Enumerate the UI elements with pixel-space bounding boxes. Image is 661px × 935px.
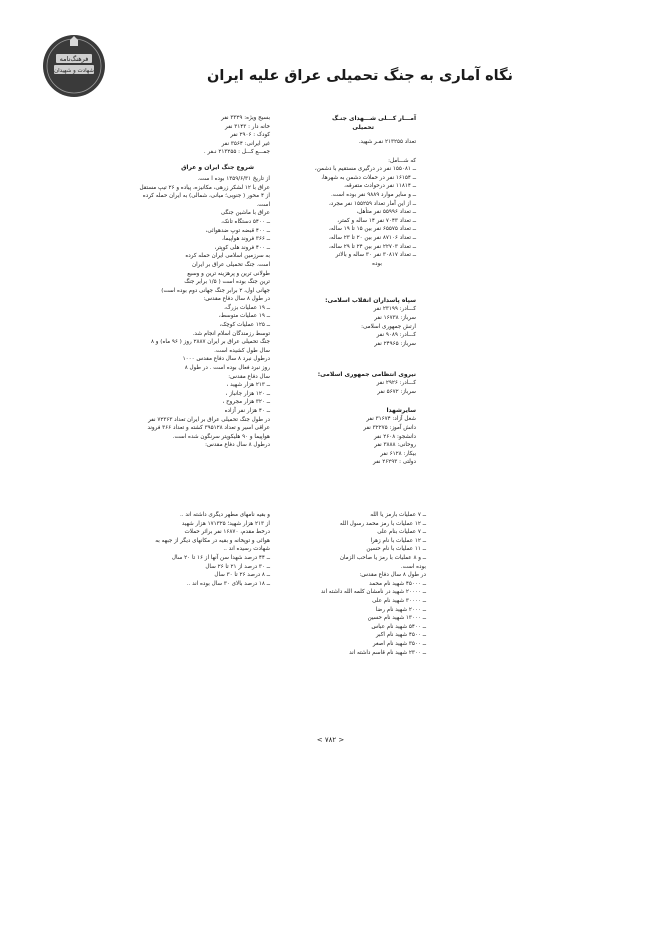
stat-line: بوده	[372, 260, 382, 267]
stat-line: کـــادر: ۹۰۸۹ نفر	[376, 332, 416, 339]
stat-line: درخط مقدم، ۱۶۸۷۰ نفر براثر حملات	[184, 529, 270, 536]
stat-line: ــ ۱۹ عملیات بزرگ،	[224, 304, 270, 311]
stat-line: شهادت رسیده اند ..	[223, 546, 270, 553]
stat-line: ــ ۳۶۶ فروند هواپیما،	[222, 236, 270, 243]
stat-line: از تاریخ ۱۳۵۹/۶/۳۱ بوده ا ست.	[197, 175, 270, 182]
stat-line: در طول ۸ سال دفاع مقدس:	[203, 296, 270, 303]
stat-line: به سرزمین اسلامی ایران حمله کرده	[185, 253, 270, 260]
others-heading: سایرشهدا	[386, 407, 416, 415]
stat-line: ترین جنگ بوده است ( ۱/۵ برابر جنگ	[184, 279, 270, 286]
total-martyrs-heading-1: آمـــار کـــلی شـــهدای جنـگ	[331, 115, 416, 122]
total-martyrs-count: تعداد ۲۱۳۲۵۵ نفـر شهید.	[358, 139, 416, 145]
stat-line: روز نبرد فعال بوده است . در طول ۸	[184, 365, 270, 372]
stat-line: و بقیه نامهای مطهر دیگری داشته اند ..	[179, 512, 270, 518]
stat-line: بسیج ویژه: ۳۳۲۹ نفر	[221, 115, 270, 121]
stat-line: سال دفاع مقدس:	[228, 373, 270, 380]
stat-line: در طول ۸ سال دفاع مقدس:	[359, 572, 426, 579]
stat-line: بوده است.	[400, 563, 426, 570]
stat-line: ــ ۴۰ هزار نفر آزاده	[224, 408, 270, 414]
stat-line: هوائی و توپخانه و بقیه در مکانهای دیگر از جبهه به	[155, 537, 270, 544]
stat-line: ــ ۱۱۸۱۴ نفر درحوادث متفرقه،	[344, 183, 416, 190]
stat-line: درطول نبرد ۸ سال دفاع مقدس ۱۰۰۰	[182, 356, 270, 363]
stat-line: در طول جنگ تحمیلی عراق بر ایران تعداد ۷۲۳۶۳ نفر	[148, 416, 270, 423]
police-heading: نیروی انتظامی جمهوری اسلامی:	[317, 371, 416, 379]
stat-line: ــ ۳۲۰ هزار مجروح ،	[222, 399, 270, 406]
stat-line: سرباز: ۲۴۹۶۵ نفر	[374, 340, 416, 347]
stat-line: ــ تعداد ۲۲۷۰۳ نفر بین ۲۴ تا ۲۹ ساله،	[329, 243, 416, 250]
stat-line: ــ ۲۱۳ هزار شهید ،	[226, 382, 270, 389]
right-top-column	[266, 114, 416, 467]
stat-line: ــ ۴۴ درصد شهدا سن آنها از ۱۶ تا ۲۰ سال	[171, 554, 270, 561]
stat-line: ــ ۷ عملیات بارمز یا الله	[370, 512, 426, 518]
stat-line: ــ ۱۶۱۵۴ نفر در حملات دشمن به شهرها،	[321, 174, 416, 181]
stat-line: ــ ۳۰۰۰۰ شهید نام علی	[372, 597, 426, 604]
stat-line: ــ تعداد ۸۷۱۰۶ نفر بین ۲۰ تا ۲۳ ساله،	[329, 234, 416, 241]
stat-line: سرباز: ۵۶۷۲ نفر	[377, 388, 416, 395]
stat-line: ــ ۴۰۰ قبضه توپ ضدهوائی،	[205, 227, 270, 234]
stat-line: ــ ۵۴۰۰ دستگاه تانک،	[221, 218, 270, 225]
stat-line: عراق با ماشین جنگی	[220, 210, 270, 217]
page-title: نگاه آماری به جنگ تحمیلی عراق علیه ایران	[206, 68, 513, 84]
stat-line: ــ ۱۳۰۰۰ شهید نام حسین	[367, 615, 426, 622]
stat-line: دانشجو: ۲۶۰۸ نفر	[373, 433, 416, 440]
stat-line: ــ ۵۴۰۰ شهید نام عباس	[371, 623, 426, 630]
stat-line: ــ ۱۸ درصد بالای ۳۰ سال بوده اند ..	[186, 580, 270, 587]
publication-logo	[42, 34, 106, 98]
stat-line: ــ ۲۰۰۰۰ شهید در نامشان کلمه الله داشته اند	[320, 589, 426, 596]
left-top-column	[130, 114, 270, 450]
stat-line: است.	[256, 201, 270, 208]
total-martyrs-heading-2: تحمیلی	[352, 124, 374, 131]
stat-line: سال طول کشیده است.	[214, 347, 270, 354]
stat-line: از ۴ محور ( جنوبی؛ میانی، شمالی) به ایران حمله کرده	[142, 193, 270, 200]
stat-line: طولانی ترین و پرهزینه ترین و وسیع	[187, 270, 270, 277]
stat-line: جمـــع کـــل : ۲۱۳۲۵۵ نـفر .	[203, 149, 270, 156]
stat-line: ــ ۳۰ درصد از ۲۱ تا ۲۶ سال	[205, 563, 270, 570]
stat-line: ــ از این آمار تعداد ۱۵۵۲۵۹ نفر مجرد،	[328, 200, 416, 207]
logo-text-line2: شهادت و شهیدان	[54, 68, 94, 74]
stat-line: ارتش جمهوری اسلامی:	[361, 323, 416, 330]
stat-line: روحانی: ۳۸۸۸ نفر	[374, 442, 416, 449]
stat-line: ــ ۸ درصد ۲۶ تا ۳۰ سال	[214, 572, 270, 579]
war-start-heading: شروع جنگ ایران و عراق	[181, 163, 254, 171]
stat-line: درطول ۸ سال دفاع مقدس:	[205, 442, 270, 449]
stat-line: خانه دار : ۳۱۴۳ نفر	[225, 123, 270, 130]
stat-line: بیکار: ۶۱۲۸ نفر	[380, 450, 416, 457]
stat-line: توسط رزمندگان اسلام انجام شد.	[192, 330, 270, 337]
stat-line: شغل آزاد: ۳۱۶۷۴ نفر	[366, 416, 416, 423]
right-bottom-column	[266, 511, 426, 657]
stat-line: ــ ۱۱ عملیات با نام حسین	[366, 546, 426, 553]
page-number: < ۷۸۲ >	[316, 736, 345, 744]
stat-line: کـــادر: ۲۳۱۹۹ نفر	[373, 306, 416, 313]
stat-line: ــ ۱۲ عملیات با رمز محمد رسول الله	[339, 520, 426, 527]
logo-badge-icon	[42, 34, 106, 98]
stat-line: دولتی : ۲۶۲۹۳ نفر	[373, 459, 416, 466]
stat-line: ــ ۳۵۰۰ شهید نام اصغر	[372, 640, 426, 647]
stat-line: عراقی اسیر و تعداد ۳۹۵۱۲۸ کشته و تعداد ۳۶۶ فروند	[147, 425, 270, 432]
stat-line: ــ ۷ عملیات بنام علی	[377, 529, 426, 536]
stat-line: ــ ۱۹ عملیات متوسط،	[218, 313, 270, 320]
stat-line: جهانی اول، ۲ برابر جنگ جهانی دوم بوده است)	[161, 287, 270, 294]
stat-line: کـــادر: ۲۹۲۶ نفر	[376, 380, 416, 387]
stat-line: دانش آموز: ۳۲۲۷۵ نفر	[363, 425, 416, 432]
stat-line: ــ و ۸ عملیات با رمز یا صاحب الزمان	[339, 554, 426, 561]
stat-line: ــ ۴۰۰ فروند هلی کوپتر،	[214, 244, 270, 251]
stat-line: ــ ۱۵۵۰۸۱ نفر در درگیری مستقیم با دشمن،	[314, 166, 416, 173]
stat-line: از ۲۱۳ هزار شهید؛ ۱۷۱۳۲۵ هزار شهید	[181, 520, 270, 527]
stat-line: ــ تعداد ۶۵۵۷۵ نفر بین ۱۵ تا ۱۹ ساله،	[329, 226, 416, 233]
stat-line: ــ ۲۰۰۰ شهید نام رضا	[375, 606, 426, 613]
stat-line: ــ ۴۵۰۰۰ شهید نام محمد	[369, 580, 426, 587]
stat-line: کودک : ۲۹۰۶ نفر	[230, 132, 270, 139]
stat-line: عراق با ۱۲ لشکر زرهی، مکانیزه، پیاده و ۲۶ تیپ مستقل	[139, 184, 270, 191]
stat-line: ــ ۱۲ عملیات با نام زهرا	[370, 537, 426, 544]
stat-line: ــ و سایر موارد ۹۸۸۹ نفر بوده است.	[331, 191, 416, 198]
stat-line: هواپیما و ۹۰ هلیکوپتر سرنگون شده است.	[172, 433, 270, 440]
stat-line: سرباز: ۱۶۷۳۸ نفر	[374, 314, 416, 321]
stat-line: ــ تعداد ۵۵۹۹۶ نفر متأهل،	[356, 209, 416, 216]
stat-line: جنگ تحمیلی عراق بر ایران ۲۸۸۷ روز ( ۹۶ ماه) و ۸	[150, 339, 270, 346]
stat-line: غیر ایرانی: ۳۵۶۴ نفر	[221, 140, 270, 147]
stat-line: است. جنگ تحمیلی عراق بر ایران	[192, 261, 270, 268]
stat-line: ــ ۴۵۰۰ شهید نام اکبر	[375, 632, 426, 639]
stat-line: ــ ۱۲۵ عملیات کوچک،	[219, 322, 270, 329]
stat-line: ــ ۲۳۰۰ شهید نام قاسم داشته اند	[349, 649, 426, 656]
stat-line: ــ تعداد ۳۰۸۱۷ نفر ۳۰ ساله و بالاتر	[335, 252, 416, 259]
sepah-heading: سپاه پاسداران انقلاب اسلامی:	[325, 297, 416, 305]
stat-line: ــ ۱۲۰ هزار جانباز ،	[225, 390, 270, 397]
stat-line: ــ تعداد ۷۰۴۳ نفر ۱۴ ساله و کمتر،	[337, 217, 416, 224]
stat-line: که شـــامل:	[388, 157, 416, 164]
left-bottom-column	[120, 511, 270, 588]
logo-text-line1: فرهنگ‌نامه	[59, 55, 89, 63]
